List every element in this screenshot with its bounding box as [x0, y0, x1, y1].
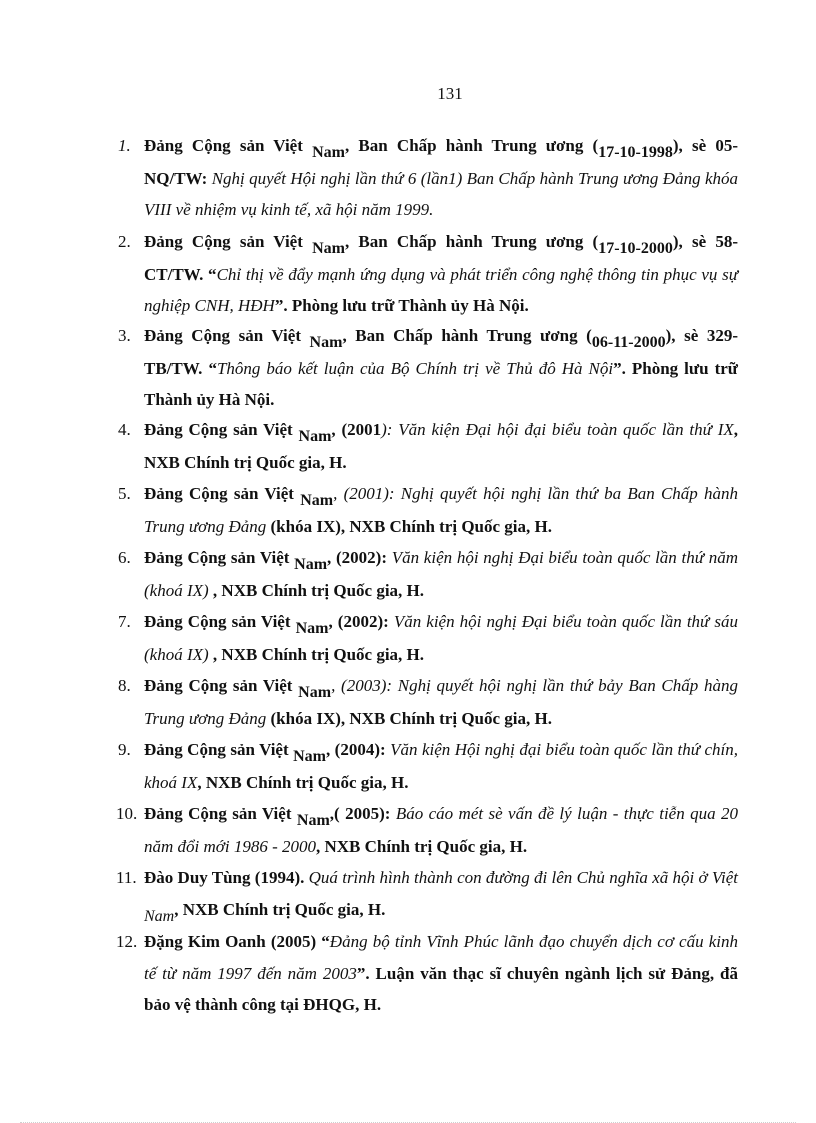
reference-code: ), sè 329-TB/TW. “ — [144, 326, 738, 378]
reference-title: Thông báo kết luận của Bộ Chính trị về Thủ đô Hà Nội — [216, 358, 614, 378]
page-number: 131 — [437, 84, 463, 103]
reference-author: Đảng Cộng sản Việt — [144, 612, 291, 631]
reference-title: Nghị quyết Hội nghị lần thứ 6 (lần1) Ban Chấp hành Trung ương Đảng khóa VIII về nhiệm vụ kinh tế, xã hội năm 1999. — [144, 168, 738, 219]
reference-number: 10. — [116, 804, 138, 823]
reference-tail: , NXB Chính trị Quốc gia, H. — [315, 836, 528, 856]
reference-title: ): Văn kiện Đại hội đại biểu toàn quốc lần thứ IX — [381, 420, 734, 439]
reference-date: 17-10-2000 — [598, 240, 673, 257]
reference-author: Đào Duy Tùng (1994). — [144, 868, 309, 887]
reference-tail: , NXB Chính trị Quốc gia, H. — [197, 772, 409, 792]
reference-author: Đảng Cộng sản Việt — [144, 804, 292, 823]
reference-title: Chỉ thị về đẩy mạnh ứng dụng và phát triển công nghệ thông tin phục vụ sự nghiệp CNH, HĐH — [144, 264, 738, 315]
reference-tail: ”. Luận văn thạc sĩ chuyên ngành lịch sử Đảng, đã bảo vệ thành công tại ĐHQG, H. — [144, 963, 738, 1014]
reference-number: 5. — [118, 484, 131, 503]
reference-tail: (khóa IX), NXB Chính trị Quốc gia, H. — [266, 516, 552, 536]
reference-author: Đặng Kim Oanh (2005) “ — [144, 932, 330, 951]
reference-tail: ”. Phòng lưu trữ Thành ủy Hà Nội. — [144, 358, 738, 409]
reference-number: 4. — [118, 420, 131, 439]
reference-title: Văn kiện Hội nghị đại biểu toàn quốc lần thứ chín, khoá IX — [144, 740, 739, 792]
reference-publisher: , Ban Chấp hành Trung ương ( — [344, 232, 599, 251]
reference-title: , (2001): Nghị quyết hội nghị lần thứ ba Ban Chấp hành Trung ương Đảng — [144, 484, 739, 536]
reference-author: Đảng Cộng sản Việt — [144, 136, 303, 155]
reference-title-suffix: Nam — [144, 907, 175, 925]
reference-code: ), sè 58-CT/TW. “ — [144, 232, 738, 284]
reference-author: Đảng Cộng sản Việt — [144, 326, 301, 345]
reference-author-suffix: Nam — [312, 240, 345, 257]
reference-author-suffix: Nam — [300, 492, 334, 509]
reference-title: Văn kiện hội nghị Đại biểu toàn quốc lần thứ năm (khoá IX) — [144, 548, 738, 600]
reference-date: 17-10-1998 — [598, 144, 673, 161]
reference-date: 06-11-2000 — [591, 334, 666, 351]
reference-author-suffix: Nam — [298, 428, 332, 445]
reference-number: 9. — [118, 740, 131, 759]
reference-title: , (2003): Nghị quyết hội nghị lần thứ bảy Ban Chấp hàng Trung ương Đảng — [144, 676, 738, 728]
reference-title: Đảng bộ tỉnh Vĩnh Phúc lãnh đạo chuyển dịch cơ cấu kinh tế từ năm 1997 đến năm 2003 — [144, 932, 738, 983]
reference-tail: , NXB Chính trị Quốc gia, H. — [208, 580, 425, 600]
reference-title: Quá trình hình thành con đường đi lên Chủ nghĩa xã hội ở Việt — [308, 868, 738, 887]
reference-number: 1. — [118, 136, 131, 155]
reference-year: , (2002): — [328, 612, 394, 631]
reference-title: Báo cáo mét sè vấn đề lý luận - thực tiễn qua 20 năm đổi mới 1986 - 2000 — [144, 804, 739, 856]
reference-author-suffix: Nam — [312, 144, 345, 161]
reference-author-suffix: Nam — [295, 620, 329, 637]
reference-author: Đảng Cộng sản Việt — [144, 232, 303, 251]
reference-tail: ”. Phòng lưu trữ Thành ủy Hà Nội. — [274, 296, 529, 315]
reference-author: Đảng Cộng sản Việt — [144, 484, 294, 503]
reference-author-suffix: Nam — [294, 556, 328, 573]
reference-author-suffix: Nam — [309, 334, 343, 351]
reference-author: Đảng Cộng sản Việt — [144, 420, 293, 439]
reference-number: 8. — [118, 676, 131, 695]
reference-tail: , NXB Chính trị Quốc gia, H. — [208, 644, 425, 664]
reference-number: 2. — [118, 232, 131, 251]
reference-tail: , NXB Chính trị Quốc gia, H. — [174, 899, 386, 919]
reference-code: ), sè 05-NQ/TW: — [144, 136, 738, 188]
reference-author-suffix: Nam — [293, 748, 326, 765]
reference-year: , (2004): — [325, 740, 391, 759]
reference-author-suffix: Nam — [298, 684, 332, 701]
reference-tail: , NXB Chính trị Quốc gia, H. — [144, 420, 738, 472]
reference-tail: (khóa IX), NXB Chính trị Quốc gia, H. — [266, 708, 552, 728]
reference-number: 3. — [118, 326, 131, 345]
reference-year: , (2001 — [331, 420, 382, 439]
reference-author: Đảng Cộng sản Việt — [144, 740, 289, 759]
reference-publisher: , Ban Chấp hành Trung ương ( — [344, 136, 599, 155]
reference-author: Đảng Cộng sản Việt — [144, 676, 293, 695]
reference-number: 6. — [118, 548, 131, 567]
reference-author-suffix: Nam — [296, 812, 330, 829]
reference-number: 12. — [116, 932, 138, 951]
reference-number: 11. — [116, 868, 137, 887]
reference-year: ,( 2005): — [329, 804, 396, 823]
reference-year: , (2002): — [327, 548, 392, 567]
reference-number: 7. — [118, 612, 131, 631]
reference-author: Đảng Cộng sản Việt — [144, 548, 290, 567]
reference-publisher: , Ban Chấp hành Trung ương ( — [342, 326, 592, 345]
reference-title: Văn kiện hội nghị Đại biểu toàn quốc lần thứ sáu (khoá IX) — [144, 612, 739, 664]
